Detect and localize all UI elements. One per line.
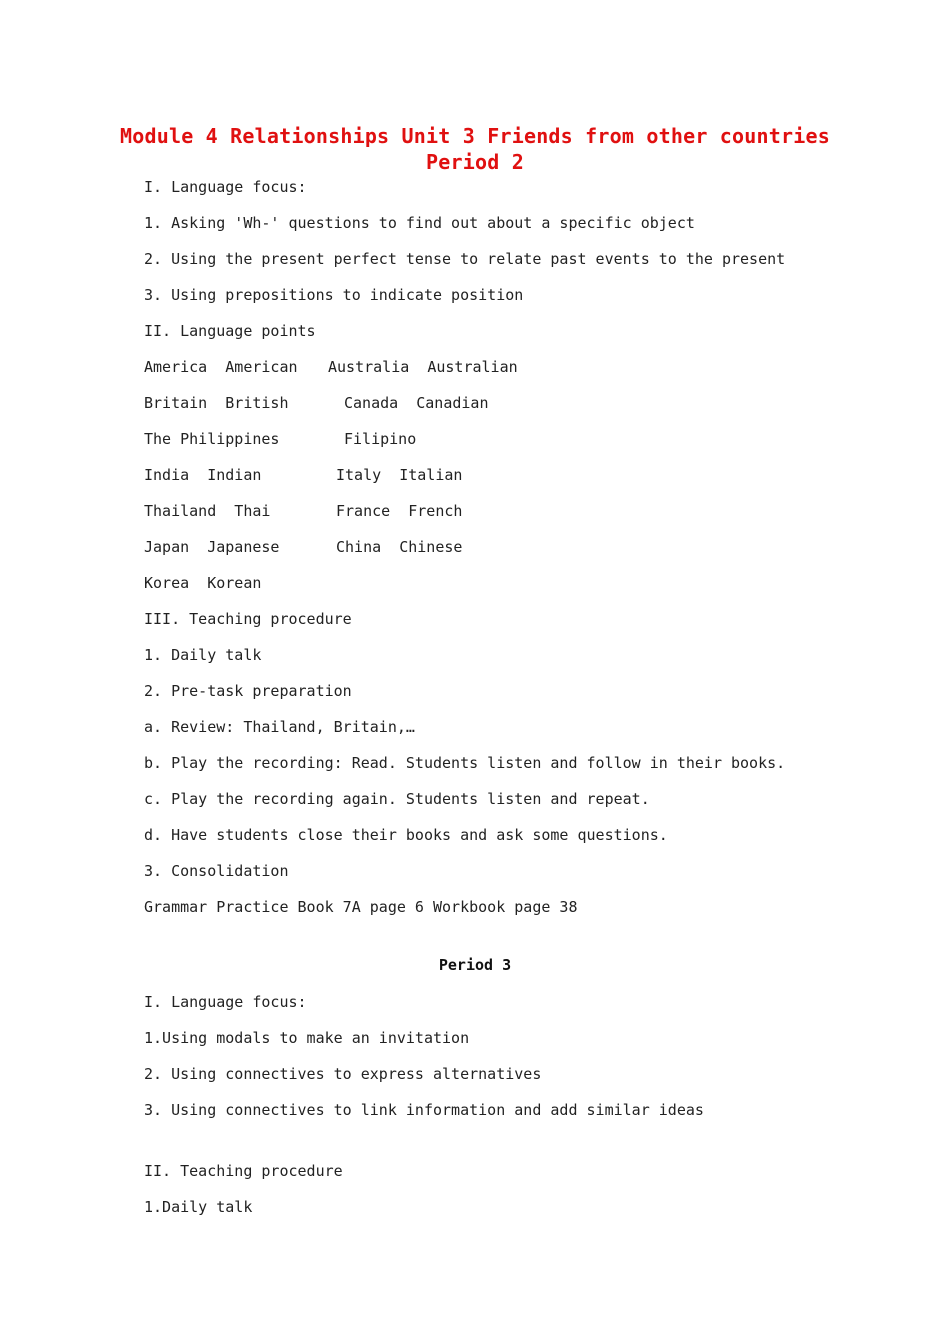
p3-focus-item: 1.Using modals to make an invitation [144,1029,470,1047]
p2-focus-item: 3. Using prepositions to indicate position [144,286,524,304]
country-pair: Japan Japanese [144,538,280,556]
procedure-item: b. Play the recording: Read. Students listen and follow in their books. [144,754,786,772]
country-pair: America American [144,358,298,376]
country-pair: Thailand Thai [144,502,271,520]
country-pair: Australia Australian [328,358,518,376]
procedure-item: 1. Daily talk [144,646,262,664]
language-points-heading: II. Language points [144,322,316,340]
p2-focus-heading: I. Language focus: [144,178,307,196]
country-pair: Canada Canadian [344,394,489,412]
country-pair: The Philippines [144,430,280,448]
procedure-item: d. Have students close their books and ask some questions. [144,826,668,844]
country-pair: India Indian [144,466,262,484]
period-3-heading: Period 3 [438,956,512,974]
procedure-item: Grammar Practice Book 7A page 6 Workbook page 38 [144,898,578,916]
procedure-item: 2. Pre-task preparation [144,682,352,700]
procedure-item: 3. Consolidation [144,862,289,880]
country-pair: Korea Korean [144,574,262,592]
country-pair: Italy Italian [336,466,463,484]
p3-procedure-heading: II. Teaching procedure [144,1162,343,1180]
period-2-heading: Period 2 [426,150,524,174]
country-pair: Britain British [144,394,289,412]
p3-focus-heading: I. Language focus: [144,993,307,1011]
p2-focus-item: 1. Asking 'Wh-' questions to find out about a specific object [144,214,695,232]
p3-procedure-item: 1.Daily talk [144,1198,253,1216]
p3-focus-item: 3. Using connectives to link information and add similar ideas [144,1101,704,1119]
document-title: Module 4 Relationships Unit 3 Friends from other countries [120,124,830,148]
procedure-heading: III. Teaching procedure [144,610,352,628]
procedure-item: a. Review: Thailand, Britain,… [144,718,415,736]
country-pair: China Chinese [336,538,463,556]
p2-focus-item: 2. Using the present perfect tense to relate past events to the present [144,250,786,268]
p3-focus-item: 2. Using connectives to express alternatives [144,1065,542,1083]
procedure-item: c. Play the recording again. Students listen and repeat. [144,790,650,808]
country-pair: Filipino [344,430,417,448]
country-pair: France French [336,502,463,520]
